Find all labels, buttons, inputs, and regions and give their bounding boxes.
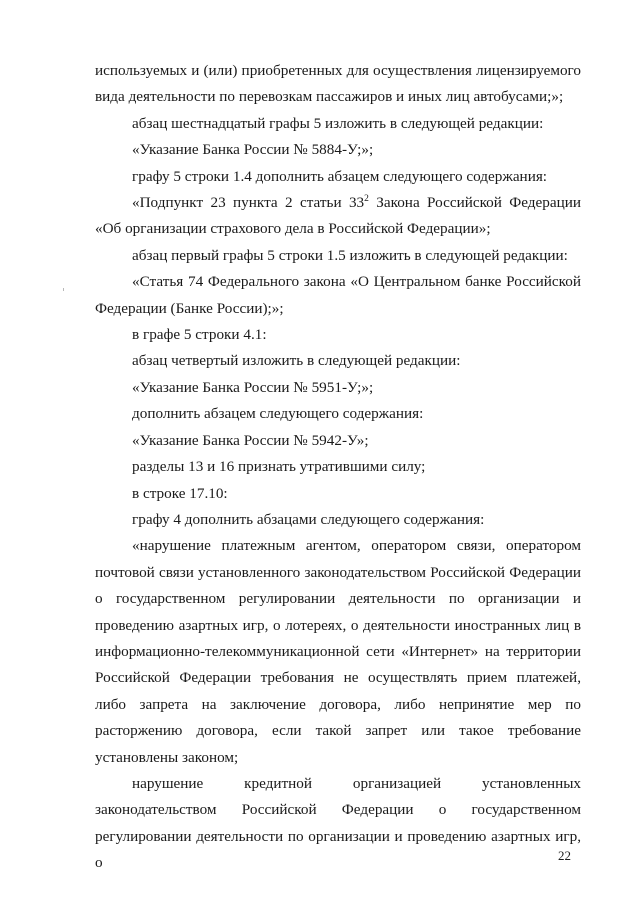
document-body <box>95 58 581 877</box>
paragraph-2: абзац шестнадцатый графы 5 изложить в следующей редакции: <box>132 114 544 132</box>
superscript-number: 2 <box>364 194 369 205</box>
paragraph-15: графу 4 дополнить абзацами следующего содержания: <box>132 510 485 528</box>
paragraph-1: используемых и (или) приобретенных для осуществления лицензируемого вида деятельности по перевозкам пассажиров и иных лиц автобусами;»; <box>95 62 581 106</box>
paragraph-5-after: Закона Российской Федерации «Об организации страхового дела в Российской Федерации»; <box>95 194 581 238</box>
paragraph-4: графу 5 строки 1.4 дополнить абзацем следующего содержания: <box>132 167 548 185</box>
paragraph-14: в строке 17.10: <box>132 484 228 502</box>
paragraph-8: в графе 5 строки 4.1: <box>132 326 267 344</box>
paragraph-11: дополнить абзацем следующего содержания: <box>132 405 424 423</box>
page-number: 22 <box>558 848 571 863</box>
paragraph-12: «Указание Банка России № 5942-У»; <box>132 431 369 449</box>
paragraph-17: нарушение кредитной организацией установленных законодательством Российской Федерации о государственном регулировании деятельности по организации и проведению азартных игр, о <box>95 774 581 872</box>
paragraph-5-before: «Подпункт 23 пункта 2 статьи 33 <box>132 194 365 212</box>
paragraph-6: абзац первый графы 5 строки 1.5 изложить в следующей редакции: <box>132 246 568 264</box>
paragraph-5 <box>95 190 581 243</box>
paragraph-3: «Указание Банка России № 5884-У;»; <box>132 141 374 159</box>
paragraph-16: «нарушение платежным агентом, оператором связи, оператором почтовой связи установленного законодательством Российской Федерации о государственном регулировании деятельности по организации и проведению азартных игр, о лотереях, о деятельности иностранных лиц в информационно-телекоммуникационной сети «Интернет» на территории Российской Федерации требования не осуществлять прием платежей, либо запрета на заключение договора, либо непринятие мер по расторжению договора, если такой запрет или такое требование установлены законом; <box>95 537 581 766</box>
paragraph-9: абзац четвертый изложить в следующей редакции: <box>132 352 461 370</box>
paragraph-13: разделы 13 и 16 признать утратившими силу; <box>132 458 426 476</box>
scan-artifact-mark <box>63 288 64 291</box>
paragraph-10: «Указание Банка России № 5951-У;»; <box>132 378 374 396</box>
paragraph-7: «Статья 74 Федерального закона «О Центральном банке Российской Федерации (Банке России);»; <box>95 273 581 317</box>
